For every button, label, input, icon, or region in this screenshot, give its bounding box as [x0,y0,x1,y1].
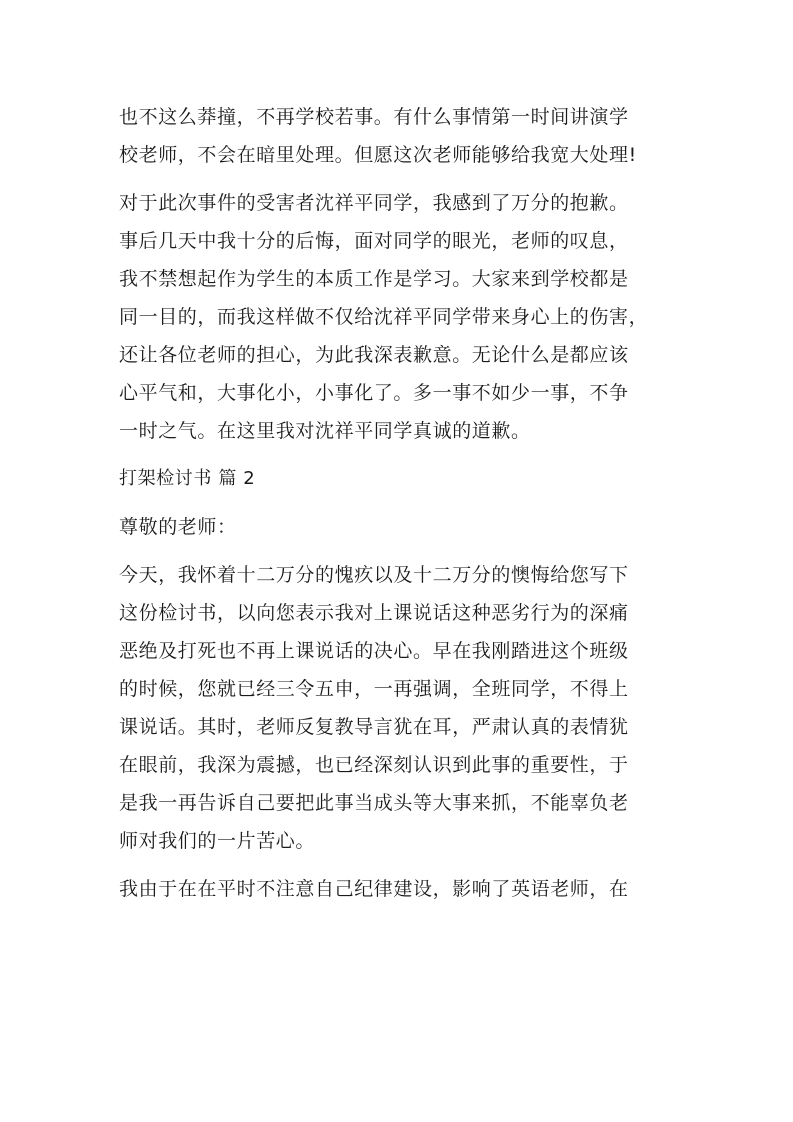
paragraph-4 [119,870,679,908]
paragraph-2 [119,184,679,450]
document-body [119,98,679,908]
text-line: 对于此次事件的受害者沈祥平同学，我感到了万分的抱歉。 [119,192,629,214]
text-line: 心平气和，大事化小，小事化了。多一事不如少一事，不争 [119,382,629,404]
text-line: 师对我们的一片苦心。 [119,830,316,852]
paragraph-1 [119,98,679,174]
salutation-line: 尊敬的老师： [119,516,237,538]
text-line: 一时之气。在这里我对沈祥平同学真诚的道歉。 [119,420,531,442]
text-line: 事后几天中我十分的后悔，面对同学的眼光，老师的叹息， [119,230,629,252]
text-line: 在眼前，我深为震撼，也已经深刻认识到此事的重要性，于 [119,754,629,776]
text-line: 我由于在在平时不注意自己纪律建设，影响了英语老师，在 [119,878,629,900]
text-line: 也不这么莽撞，不再学校若事。有什么事情第一时间讲演学 [119,106,629,128]
text-line: 今天，我怀着十二万分的愧疚以及十二万分的懊悔给您写下 [119,564,629,586]
text-line: 校老师，不会在暗里处理。但愿这次老师能够给我宽大处理! [119,144,637,166]
text-line: 是我一再告诉自己要把此事当成头等大事来抓，不能辜负老 [119,792,629,814]
text-line: 恶绝及打死也不再上课说话的决心。早在我刚踏进这个班级 [119,640,629,662]
text-line: 课说话。其时，老师反复教导言犹在耳，严肃认真的表情犹 [119,716,629,738]
text-line: 的时候，您就已经三令五申，一再强调，全班同学，不得上 [119,678,629,700]
text-line: 还让各位老师的担心，为此我深表歉意。无论什么是都应该 [119,344,629,366]
text-line: 同一目的，而我这样做不仅给沈祥平同学带来身心上的伤害， [119,306,649,328]
text-line: 这份检讨书，以向您表示我对上课说话这种恶劣行为的深痛 [119,602,629,624]
paragraph-3 [119,556,679,860]
salutation [119,508,679,546]
text-line: 我不禁想起作为学生的本质工作是学习。大家来到学校都是 [119,268,629,290]
heading-line: 打架检讨书 篇 2 [119,468,256,489]
section-heading [119,460,679,498]
